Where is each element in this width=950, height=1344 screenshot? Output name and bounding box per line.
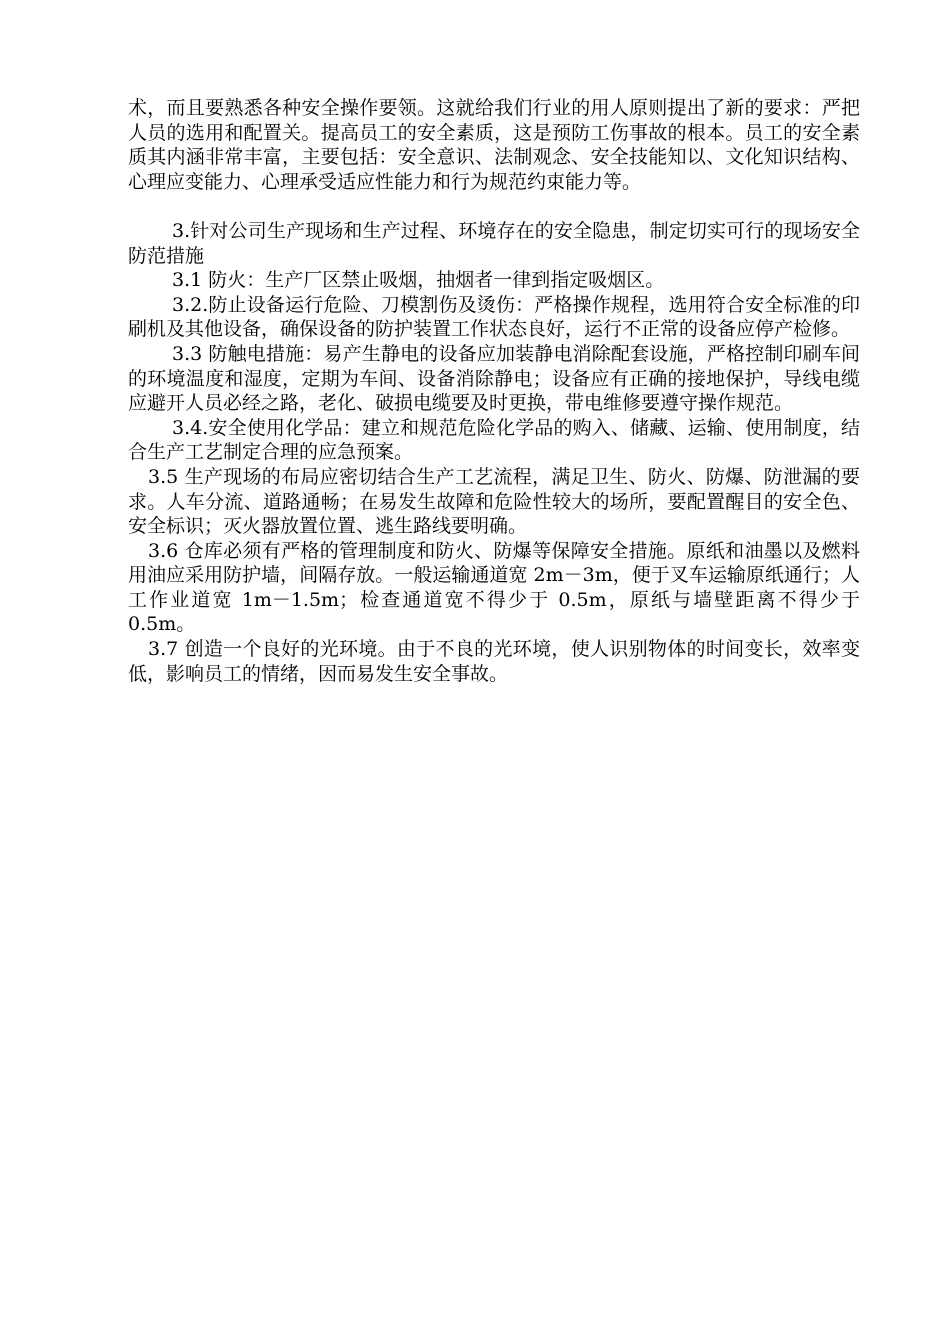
document-page — [128, 96, 860, 686]
section-3-7-paragraph: 3.7 创造一个良好的光环境。由于不良的光环境，使人识别物体的时间变长，效率变低，影响员工的情绪，因而易发生安全事故。 — [128, 638, 860, 685]
paragraph-continuation: 术，而且要熟悉各种安全操作要领。这就给我们行业的用人原则提出了新的要求：严把人员的选用和配置关。提高员工的安全素质，这是预防工伤事故的根本。员工的安全素质其内涵非常丰富，主要包括：安全意识、法制观念、安全技能知以、文化知识结构、心理应变能力、心理承受适应性能力和行为规范约束能力等。 — [128, 97, 860, 193]
section-3-heading: 3.针对公司生产现场和生产过程、环境存在的安全隐患，制定切实可行的现场安全防范措施 — [128, 219, 860, 267]
section-3-3-paragraph: 3.3 防触电措施：易产生静电的设备应加装静电消除配套设施，严格控制印刷车间的环境温度和湿度，定期为车间、设备消除静电；设备应有正确的接地保护，导线电缆应避开人员必经之路，老化、破损电缆要及时更换，带电维修要遵守操作规范。 — [128, 342, 860, 415]
section-3-1-paragraph: 3.1 防火：生产厂区禁止吸烟，抽烟者一律到指定吸烟区。 — [172, 269, 665, 292]
section-3-6-paragraph: 3.6 仓库必须有严格的管理制度和防火、防爆等保障安全措施。原纸和油墨以及燃料用油应采用防护墙，间隔存放。一般运输通道宽 2m－3m，便于叉车运输原纸通行；人工作业道宽 1m－1.5m；检查通道宽不得少于 0.5m，原纸与墙壁距离不得少于 0.5m。 — [128, 539, 860, 636]
section-3-4-paragraph: 3.4.安全使用化学品：建立和规范危险化学品的购入、储藏、运输、使用制度，结合生产工艺制定合理的应急预案。 — [128, 416, 860, 464]
paragraph-spacer — [128, 194, 860, 219]
section-3-2-paragraph: 3.2.防止设备运行危险、刀模割伤及烫伤：严格操作规程，选用符合安全标准的印刷机及其他设备，确保设备的防护装置工作状态良好，运行不正常的设备应停产检修。 — [128, 293, 860, 341]
section-3-5-paragraph: 3.5 生产现场的布局应密切结合生产工艺流程，满足卫生、防火、防爆、防泄漏的要求。人车分流、道路通畅；在易发生故障和危险性较大的场所，要配置醒目的安全色、安全标识；灭火器放置位置、逃生路线要明确。 — [128, 465, 860, 538]
